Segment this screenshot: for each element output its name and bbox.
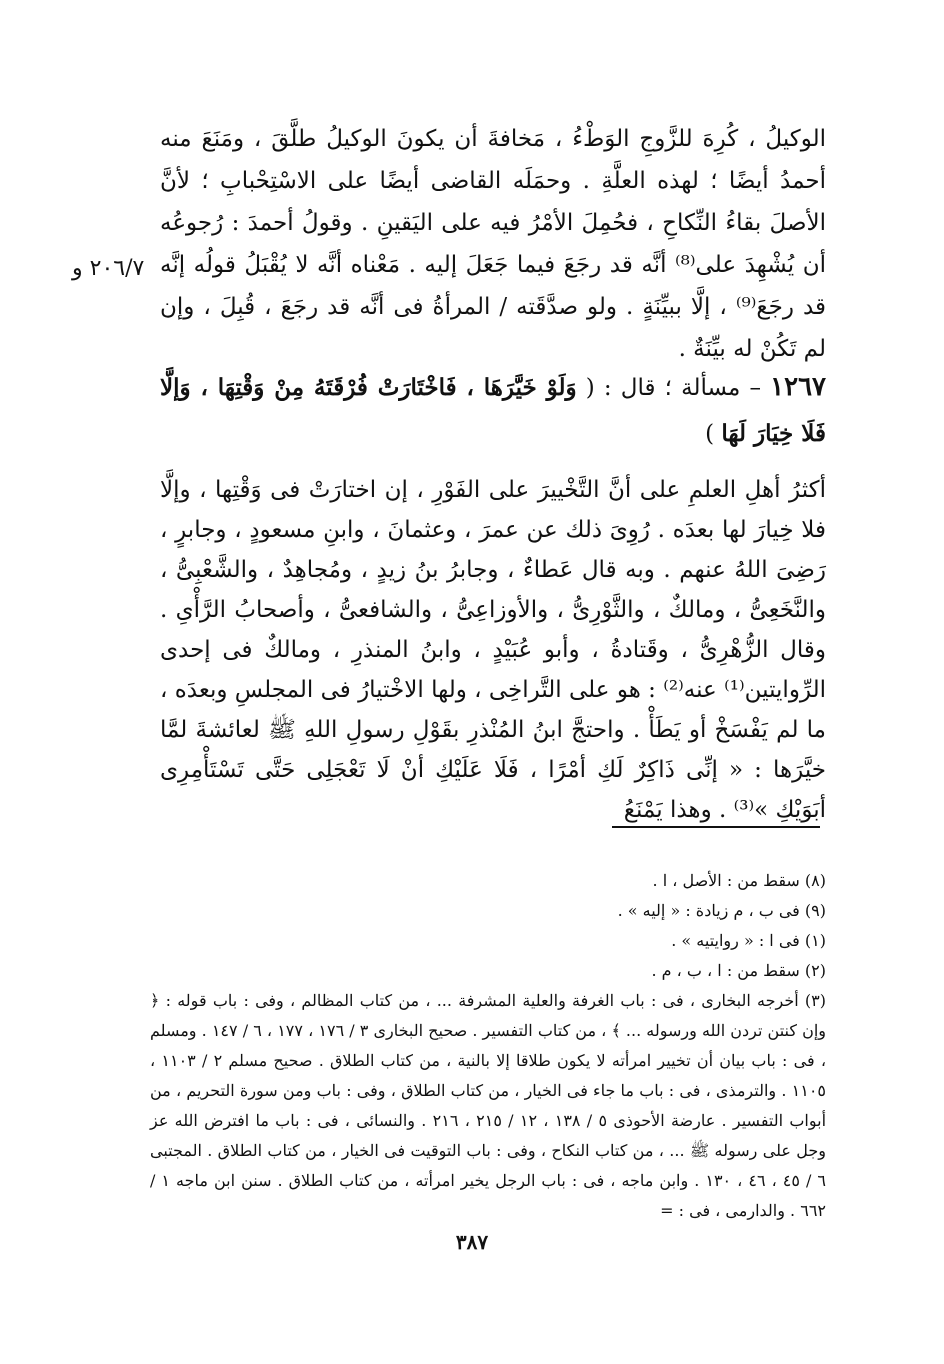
margin-manuscript-reference: ٢٠٦/٧ و bbox=[72, 256, 145, 281]
footnote-1: (١) فى ا : « روايتيه » . bbox=[671, 931, 826, 950]
footnote-divider bbox=[612, 826, 820, 828]
masala-heading bbox=[160, 364, 826, 457]
masala-close: ) bbox=[705, 421, 722, 447]
masala-quote: وَلَوْ خَيَّرَهَا ، فَاخْتَارَتْ فُرْقَتَهُ مِنْ وَقْتِهَا ، وَإلَّا فَلَا خِيَارَ لَهَا bbox=[160, 374, 826, 447]
footnote-2: (٢) سقط من : ا ، ب ، م . bbox=[651, 961, 826, 980]
page-number: ٣٨٧ bbox=[455, 1230, 489, 1254]
masala-intro: – مسألة ؛ قال : ( bbox=[576, 375, 771, 401]
body-paragraph-1: الوكيلُ ، كُرِهَ للزَّوجِ الوَطْءُ ، مَخافةَ أن يكونَ الوكيلُ طلَّقَ ، ومَنَعَ منه أحمدُ أيضًا ؛ لهذه العلَّةِ . وحمَلَه القاضى أيضًا على الاسْتِحْبابِ ؛ لأنَّ الأصلَ بقاءُ النِّكاحِ ، فحُمِلَ الأمْرُ فيه على اليَقينِ . وقولُ أحمدَ : رُجوعُه أن يُشْهِدَ على⁽⁸⁾ أنَّه قد رجَعَ فيما جَعَلَ إليه . مَعْناه أنَّه لا يُقْبَلُ قولُه إنَّه قد رجَعَ⁽⁹⁾ ، إلَّا ببيِّنَةٍ . ولو صدَّقَته / المرأةُ فى أنَّه قد رجَعَ ، قُبِلَ ، وإن لم تَكُنْ له بيِّنَةٌ . bbox=[160, 126, 827, 362]
masala-number: ١٢٦٧ bbox=[770, 372, 826, 402]
footnotes bbox=[150, 866, 826, 1226]
body-paragraph-2: أكثرُ أهلِ العلمِ على أنَّ التَّخْييرَ على الفَوْرِ ، إن اختارَتْ فى وَقْتِها ، وإلَّا فلا خِيارَ لها بعدَه . رُوِىَ ذلك عن عمرَ ، وعثمانَ ، وابنِ مسعودٍ ، وجابرٍ ، رَضِىَ اللهُ عنهم . وبه قال عَطاءٌ ، وجابرُ بنُ زيدٍ ، ومُجاهِدٌ ، والشَّعْبِىُّ ، والنَّخَعِىُّ ، ومالكٌ ، والثَّوْرِىُّ ، والأوزاعِىُّ ، والشافعىُّ ، وأصحابُ الرَّأْىِ . وقال الزُّهْرِىُّ ، وقَتادةُ ، وأبو عُبَيْدٍ ، وابنُ المنذرِ ، ومالكٌ فى إحدى الرِّوايتين⁽¹⁾ عنه⁽²⁾ : هو على التَّراخِى ، ولها الاخْتيارُ فى المجلسِ وبعدَه ، ما لم يَفْسَخْ أو يَطَأْ . واحتجَّ ابنُ المُنْذرِ بقَوْلِ رسولِ اللهِ ﷺ لعائشةَ لمَّا خيَّرَها : « إنِّى ذَاكِرٌ لَكِ أمْرًا ، فَلَا عَلَيْكِ أنْ لَا تَعْجَلِى حَتَّى تَسْتَأْمِرِى أبَوَيْكِ »⁽³⁾ . وهذا يَمْنَعُ bbox=[160, 477, 827, 823]
footnote-9: (٩) فى ب ، م زيادة : « إليه » . bbox=[617, 901, 826, 920]
footnote-8: (٨) سقط من : الأصل ، ا . bbox=[652, 871, 826, 890]
footnote-3: (٣) أخرجه البخارى ، فى : باب الغرفة والعلية المشرفة ... ، من كتاب المظالم ، وفى : باب قوله : ﴿ وإن كنتن تردن الله ورسوله ... ﴾ ، من كتاب التفسير . صحيح البخارى ٣ / ١٧٦ ، ١٧٧ ، ٦ / ١٤٧ . ومسلم ، فى : باب بيان أن تخيير امرأته لا يكون طلاقا إلا بالنية ، من كتاب الطلاق . صحيح مسلم ٢ / ١١٠٣ ، ١١٠٥ . والترمذى ، فى : باب ما جاء فى الخيار ، من كتاب الطلاق ، وفى : باب ومن سورة التحريم ، من أبواب التفسير . عارضة الأحوذى ٥ / ١٣٨ ، ١٢ / ٢١٥ ، ٢١٦ . والنسائى ، فى : باب ما افترض الله عز وجل على رسوله ﷺ ... ، من كتاب النكاح ، وفى : باب التوقيت فى الخيار ، من كتاب الطلاق . المجتبى ٦ / ٤٥ ، ٤٦ ، ١٣٠ . وابن ماجه ، فى : باب الرجل يخير امرأته ، من كتاب الطلاق . سنن ابن ماجه ١ / ٦٦٢ . والدارمى ، فى : = bbox=[150, 991, 827, 1220]
